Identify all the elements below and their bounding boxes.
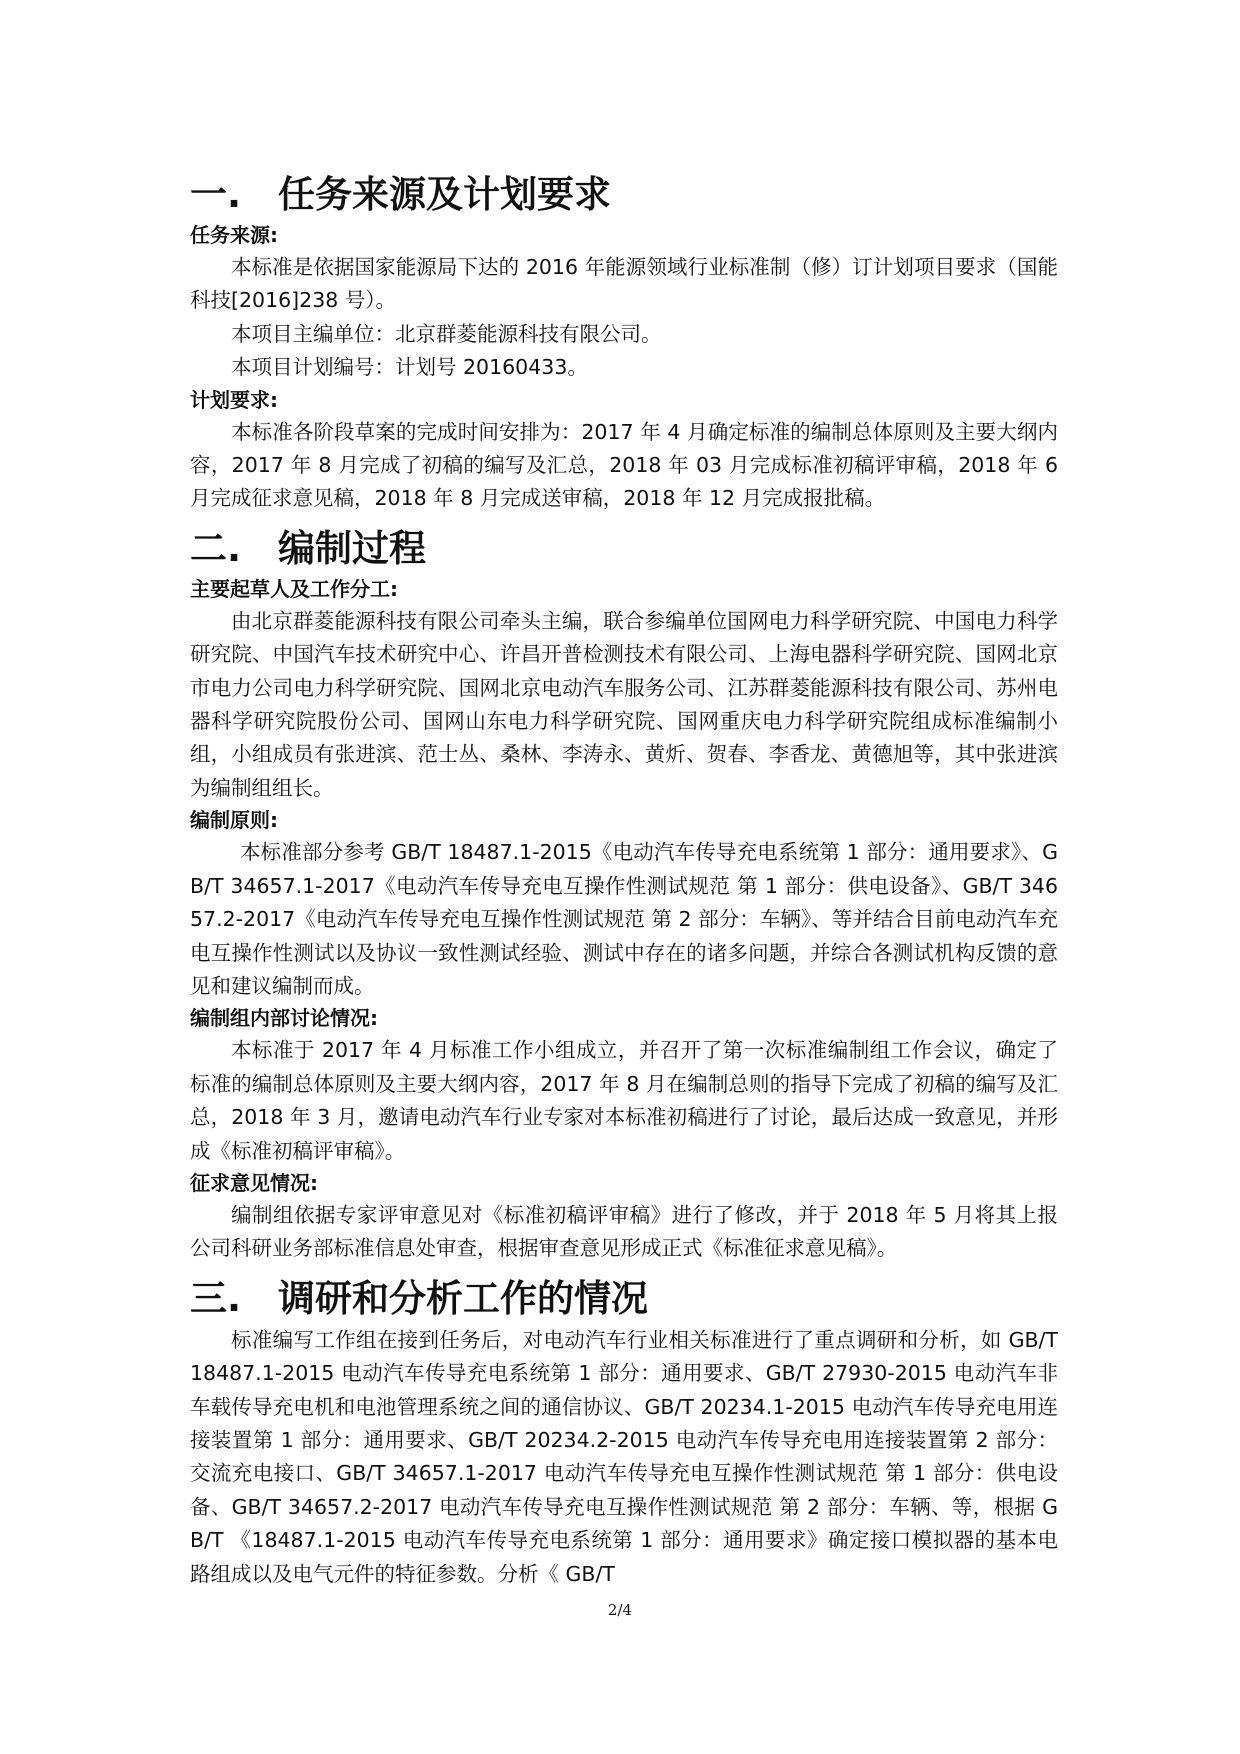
research-paragraph: 标准编写工作组在接到任务后，对电动汽车行业相关标准进行了重点调研和分析，如 GB/T 18487.1-2015 电动汽车传导充电系统第 1 部分：通用要求、GB/T 27930-2015 电动汽车非车载传导充电机和电池管理系统之间的通信协议、GB/T 20234.1-2015 电动汽车传导充电用连接装置第 1 部分：通用要求、GB/T 20234.2-2015 电动汽车传导充电用连接装置第 2 部分：交流充电接口、GB/T 34657.1-2017 电动汽车传导充电互操作性测试规范 第 1 部分：供电设备、GB/T 34657.2-2017 电动汽车传导充电互操作性测试规范 第 2 部分：车辆、等，根据 GB/T 《18487.1-2015 电动汽车传导充电系统第 1 部分：通用要求》确定接口模拟器的基本电路组成以及电气元件的特征参数。分析《 GB/T <box>190 1327 1058 1586</box>
drafters-heading: 主要起草人及工作分工: <box>190 576 398 601</box>
section-2-number: 二. <box>190 526 242 570</box>
section-1-number: 一. <box>190 173 242 216</box>
section-1-title: 任务来源及计划要求 <box>278 173 611 216</box>
discussion-paragraph: 本标准于 2017 年 4 月标准工作小组成立，并召开了第一次标准编制组工作会议，确定了标准的编制总体原则及主要大纲内容，2017 年 8 月在编制总则的指导下完成了初稿的编写及汇总，2018 年 3 月，邀请电动汽车行业专家对本标准初稿进行了讨论，最后达成一致意见，并形成《标准初稿评审稿》。 <box>190 1038 1058 1163</box>
section-1-heading <box>190 170 1058 220</box>
chief-editor-paragraph: 本项目主编单位：北京群菱能源科技有限公司。 <box>231 321 662 346</box>
task-source-heading: 任务来源: <box>190 223 278 247</box>
principle-paragraph: 本标准部分参考 GB/T 18487.1-2015《电动汽车传导充电系统第 1 部分：通用要求》、GB/T 34657.1-2017《电动汽车传导充电互操作性测试规范 第 1 部分：供电设备》、GB/T 34657.2-2017《电动汽车传导充电互操作性测试规范 第 2 部分：车辆》、等并结合目前电动汽车充电互操作性测试以及协议一致性测试经验、测试中存在的诸多问题，并综合各测试机构反馈的意见和建议编制而成。 <box>190 840 1058 998</box>
section-3-number: 三. <box>190 1276 242 1320</box>
page-number: 2/4 <box>607 1601 633 1619</box>
plan-requirements-heading: 计划要求: <box>190 387 278 412</box>
plan-number-paragraph: 本项目计划编号：计划号 20160433。 <box>231 355 588 380</box>
section-3-title: 调研和分析工作的情况 <box>278 1276 648 1320</box>
plan-requirements-paragraph: 本标准各阶段草案的完成时间安排为：2017 年 4 月确定标准的编制总体原则及主要大纲内容，2017 年 8 月完成了初稿的编写及汇总，2018 年 03 月完成标准初稿评审稿，2018 年 6 月完成征求意见稿，2018 年 8 月完成送审稿，2018 年 12 月完成报批稿。 <box>190 419 1058 511</box>
opinion-paragraph: 编制组依据专家评审意见对《标准初稿评审稿》进行了修改，并于 2018 年 5 月将其上报公司科研业务部标准信息处审查，根据审查意见形成正式《标准征求意见稿》。 <box>190 1202 1058 1261</box>
task-source-paragraph: 本标准是依据国家能源局下达的 2016 年能源领域行业标准制（修）订计划项目要求（国能科技[2016]238 号）。 <box>190 255 1058 313</box>
discussion-heading: 编制组内部讨论情况: <box>190 1006 378 1031</box>
principle-heading: 编制原则: <box>190 808 278 833</box>
document-body <box>190 170 1058 1591</box>
section-2-title: 编制过程 <box>278 526 426 570</box>
opinion-heading: 征求意见情况: <box>190 1170 318 1195</box>
section-2-heading <box>190 524 1058 574</box>
section-3-heading <box>190 1274 1058 1324</box>
drafters-paragraph: 由北京群菱能源科技有限公司牵头主编，联合参编单位国网电力科学研究院、中国电力科学研究院、中国汽车技术研究中心、许昌开普检测技术有限公司、上海电器科学研究院、国网北京市电力公司电力科学研究院、国网北京电动汽车服务公司、江苏群菱能源科技有限公司、苏州电器科学研究院股份公司、国网山东电力科学研究院、国网重庆电力科学研究院组成标准编制小组，小组成员有张进滨、范士丛、桑林、李涛永、黄炘、贺春、李香龙、黄德旭等，其中张进滨为编制组组长。 <box>190 608 1058 800</box>
